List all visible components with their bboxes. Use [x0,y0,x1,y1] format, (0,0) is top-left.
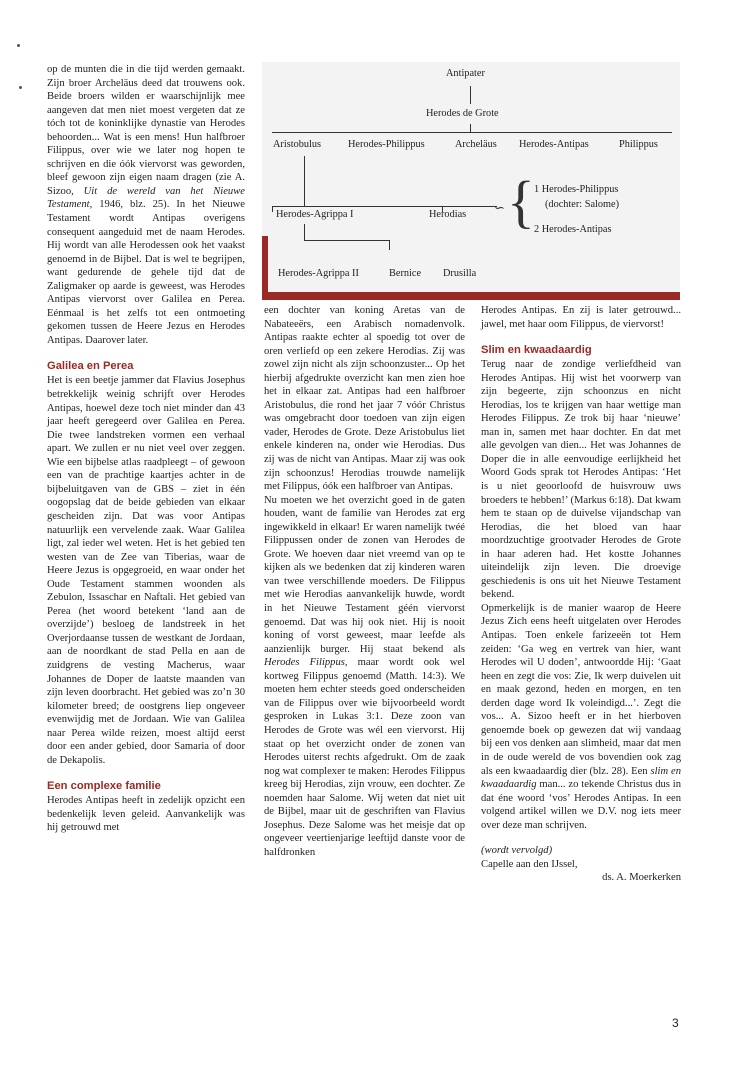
heading-een-complexe-familie: Een complexe familie [47,780,161,793]
tree-line [470,86,471,104]
tree-child: Herodes-Philippus [348,139,425,150]
page-number: 3 [672,1016,679,1030]
heading-slim-en-kwaadaardig: Slim en kwaadaardig [481,344,592,357]
paragraph: Nu moeten we het overzicht goed in de gaten houden, want de familie van Herodes zat erg ingewikkeld in elkaar! Er waren namelijk twéé Filippussen onder de zonen van Herodes de Grote. We hoeven daar niet vreemd van op te kijken als we bedenken dat zij kinderen waren van twee verschillende moeders. De Filippus met wie Herodias aanvankelijk huwde, wordt in het Nieuwe Testament géén viervorst genoemd. Dat was hij ook niet. Hij is nooit koning of vorst geweest, maar leefde als aanzienlijk burger. Hij staat bekend als Herodes Filippus, maar wordt ook wel kortweg Filippus genoemd (Matth. 14:3). We moeten hem echter steeds goed onderscheiden van de Filippus over wie bijvoorbeeld wordt gesproken in Lukas 3:1. Deze zoon van Herodes de Grote was wél een viervorst. Hij staat op het overzicht onder de zonen van Herodes uiterst rechts afgedrukt. Om de zaak nog wat complexer te maken: Herodes Filippus kreeg bij Herodias, zijn vrouw, een dochter. Ze noemden haar Salome. Wij weten dat niet uit de Bijbel, maar uit de geschriften van Flavius Josephus. Deze Salome was het meisje dat op ongeveer veertienjarige leeftijd danste voor de halfdronken [264,494,465,858]
tree-husband-1-note: (dochter: Salome) [545,199,620,210]
tree-grandchild: Bernice [389,268,422,279]
accent-bar [262,292,680,300]
tree-child: Philippus [619,139,658,150]
tree-husband-2: 2 Herodes-Antipas [534,224,612,235]
tree-herodes-de-grote: Herodes de Grote [426,108,499,119]
tree-husband-1: 1 Herodes-Philippus [534,184,619,195]
tree-line [272,206,273,212]
continued-note: (wordt vervolgd) [481,845,553,857]
accent-bar [262,236,268,300]
family-tree [262,62,680,300]
paragraph: Terug naar de zondige verliefdheid van Herodes Antipas. Hij wist het voorwerp van zijn begeerte, zijn schoonzus en nicht Herodias, los te krijgen van haar wettige man Herodes Filippus. Ze trok bij haar ‘nieuwe’ man in, samen met haar dochter. En dat met alle gevolgen van dien... Het was Johannes de Doper die in alle eenvoudige eerlijkheid het Woord Gods sprak tot Herodes Antipas: ‘Het is u niet geoorloofd de huisvrouw uws broeders te hebben!’ (Markus 6:18). Dat kwam hem te staan op de duivelse vijandschap van Herodias, die het bloed van haar moordzuchtige grootvader Herodes de Grote in haar aderen had. Het kostte Johannes uiteindelijk zijn leven. Die droevige geschiedenis is ons uit het Nieuwe Testament bekend. [481,359,681,601]
heading-galilea-en-perea: Galilea en Perea [47,360,134,373]
paragraph: Herodes Antipas heeft in zedelijk opzicht een bedenkelijk leven geleid. Aanvankelijk was hij getrouwd met [47,795,245,834]
paragraph: Opmerkelijk is de manier waarop de Heere Jezus Zich eens heeft uitgelaten over Herodes Antipas. Toen enkele farizeeën tot Hem zeiden: ‘Ga weg en vertrek van hier, want Herodes wil U doden’, antwoordde Hij: ‘Gaat heen en zegt die vos: Zie, Ik werp duivelen uit en maak gezond, heden en morgen, en ten derden dage word Ik voleindigd...’. Zegt die vos... A. Sizoo heeft er in het hierboven genoemde boek op gewezen dat wij vandaag bij een vos denken aan slimheid, maar dat men in de oude wereld de vos bovendien ook zag als een kwaadaardig dier (blz. 28). Een slim en kwaadaardig man... zo tekende Christus dus in dat éne woord ‘vos’ Herodes Antipas. In een volgend artikel willen we D.V. nog iets meer over deze man schrijven. [481,602,681,831]
tree-line [304,156,305,206]
tree-marriage-symbol: ∽ [494,200,505,215]
tree-line [470,124,471,132]
tree-antipater: Antipater [446,68,485,79]
column-left [47,63,245,835]
tree-line [272,132,672,133]
tree-child: Herodes-Antipas [519,139,589,150]
tree-child: Archeläus [455,139,497,150]
tree-child: Aristobulus [273,139,322,150]
tree-agrippa-i: Herodes-Agrippa I [276,209,354,220]
place: Capelle aan den IJssel, [481,858,578,870]
paragraph: een dochter van koning Aretas van de Nabateeërs, een Arabisch nomadenvolk. Antipas raakte echter al spoedig tot over de oren verliefd op een zekere Herodias. Zij was zowel zijn nicht als zijn schoonzuster... Op het hierbij afgedrukte overzicht kan men zien hoe het in elkaar zat. Antipas had een halfbroer Aristobulus, die rond het jaar 7 vóór Christus was omgebracht door toedoen van zijn eigen vader, Herodes de Grote. Deze Aristobulus liet enkele kinderen na, onder wie Herodias. Dus zij was de nicht van Antipas. Maar zij was ook zijn schoonzus! Herodias trouwde namelijk met Filippus, óók een halfbroer van Antipas. [264,305,465,493]
column-middle [264,304,465,859]
paragraph: Het is een beetje jammer dat Flavius Josephus betrekkelijk weinig schrijft over Herodes Antipas, hoewel deze toch niet minder dan 43 jaar heeft geregeerd over Galilea en Perea. Die twee landstreken vormen een verhaal apart. We zullen er nu niet veel over zeggen. Wie een bijbelse atlas raadpleegt – of gewoon een van de prachtige kaartjes achter in de bijbeluitgaven van de GBS – ziet in één oogopslag dat de beide gebieden van elkaar gescheiden zijn. Dat was voor Antipas natuurlijk een vervelende zaak. Waar Galilea ligt, zal ieder wel weten. Het is het gebied ten westen van de Zee van Tiberias, waar de Heere Jezus is opgegroeid, en waar onder het Oude Testament stammen woonden als Zebulon, Issaschar en Naftali. Het gebied van Perea (het woord betekent ‘land aan de overzijde’) besloeg de landstreek in het Overjordaanse tussen de westkant de Jordaan, aan de noordkant de stad Pella en aan de zuidgrens de vesting Macherus, waar Johannes de Doper de laatste maanden van zijn leven doorbracht. Het gebied was zo’n 30 kilometer breed; de oostgrens liep ongeveer evenwijdig met de Jordaan. Wie van Galilea naar Perea wilde reizen, moest altijd eerst door een ander gebied, door Samaria of door de Dekapolis. [47,375,245,766]
author: ds. A. Moerkerken [602,872,681,884]
paragraph: op de munten die in die tijd werden gemaakt. Zijn broer Archeläus deed dat trouwens ook. Beide broers wilden er waarschijnlijk mee aangeven dat men niet moest vergeten dat ze tóch tot de koninklijke dynastie van Herodes behoorden... Wat is een mens! Hun halfbroer Filippus, over wie we later nog hopen te schrijven en die óók viervorst was geworden, bleef gewoon zijn eigen naam dragen (zie A. Sizoo, Uit de wereld van het Nieuwe Testament, 1946, blz. 25). In het Nieuwe Testament wordt Antipas overigens consequent aangeduid met de naam Herodes. Hij wordt van alle Herodessen ook het vaakst genoemd in de Bijbel. Dat is wel te begrijpen, want gedurende de gehele tijd dat de Zaligmaker op aarde is geweest, was Herodes Antipas viervorst over Galilea en Perea. Eénmaal is het zelfs tot een ontmoeting gekomen tussen de Heere Jezus en Herodes Antipas. Daarover later. [47,64,245,346]
tree-grandchild: Herodes-Agrippa II [278,268,359,279]
tree-line [304,240,390,241]
tree-grandchild: Drusilla [443,268,477,279]
scan-speck [17,44,20,47]
tree-brace: { [507,169,535,234]
scan-speck [19,86,22,89]
tree-line [272,206,497,207]
tree-line [304,224,305,240]
tree-line [389,240,390,250]
tree-herodias: Herodias [429,209,467,220]
paragraph: Herodes Antipas. En zij is later getrouwd... jawel, met haar oom Filippus, de viervorst! [481,305,681,330]
column-right [481,304,681,885]
